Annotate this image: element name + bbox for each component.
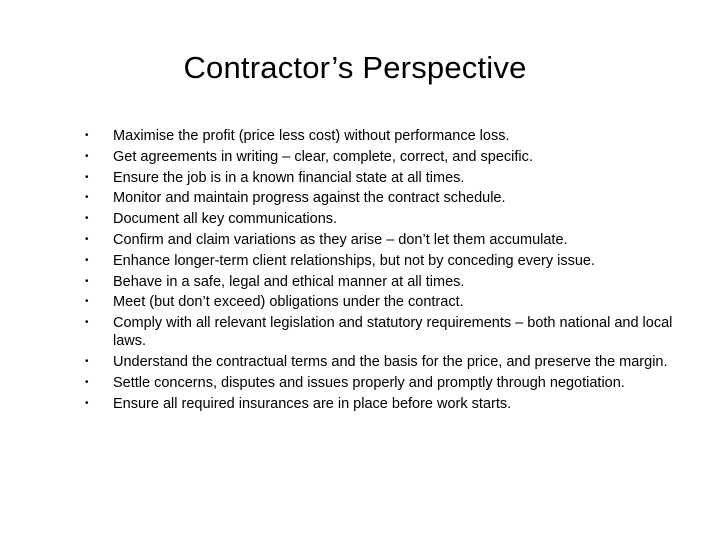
bullet-text: Maximise the profit (price less cost) without performance loss. [113,128,510,144]
bullet-text: Behave in a safe, legal and ethical manner at all times. [113,273,465,290]
bullet-text: Monitor and maintain progress against the contract schedule. [113,190,506,207]
bullet-text: Settle concerns, disputes and issues properly and promptly through negotiation. [113,374,625,391]
bullet-item [84,169,674,187]
bullet-list [84,127,674,416]
bullet-dot-icon: • [85,317,89,329]
bullet-item [84,273,674,291]
bullet-text: Confirm and claim variations as they arise – don’t let them accumulate. [113,231,568,248]
bullet-dot-icon: • [85,171,89,183]
bullet-item [84,252,674,270]
bullet-dot-icon: • [85,275,89,287]
bullet-text: Enhance longer-term client relationships, but not by conceding every issue. [113,252,595,269]
bullet-text: Meet (but don’t exceed) obligations under the contract. [113,294,464,311]
bullet-item [84,231,674,249]
bullet-item [84,314,674,350]
bullet-dot-icon: • [85,130,89,141]
bullet-item [84,353,674,371]
bullet-item [84,293,674,311]
bullet-item [84,148,674,166]
bullet-text: Comply with all relevant legislation and statutory requirements – both national and local laws. [113,315,673,350]
bullet-item [84,210,674,228]
bullet-dot-icon: • [85,192,89,204]
bullet-text: Understand the contractual terms and the basis for the price, and preserve the margin. [113,354,668,371]
bullet-dot-icon: • [85,356,89,368]
bullet-text: Document all key communications. [113,211,338,228]
bullet-dot-icon: • [85,233,89,245]
bullet-dot-icon: • [85,254,89,266]
bullet-item [84,189,674,207]
slide-title: Contractor’s Perspective [183,50,527,85]
bullet-text: Ensure the job is in a known financial state at all times. [113,169,465,186]
bullet-item [84,374,674,392]
bullet-dot-icon: • [85,213,89,225]
bullet-text: Get agreements in writing – clear, complete, correct, and specific. [113,148,533,165]
bullet-dot-icon: • [85,150,89,162]
bullet-dot-icon: • [85,296,89,308]
bullet-item [84,127,674,145]
bullet-text: Ensure all required insurances are in place before work starts. [113,395,512,412]
bullet-dot-icon: • [85,397,89,409]
bullet-dot-icon: • [85,376,89,388]
bullet-item [84,395,674,413]
